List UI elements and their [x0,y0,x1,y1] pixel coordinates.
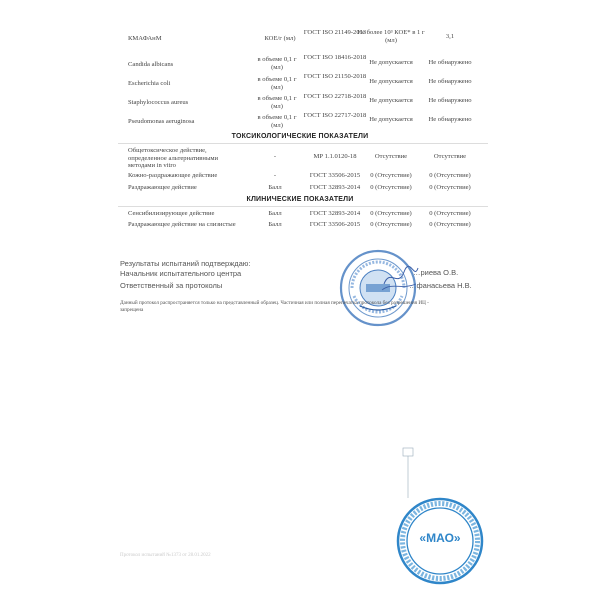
row-norm: Не допускается [369,78,413,85]
resp-title: Ответственный за протоколы [120,281,223,290]
row-result: Не обнаружено [428,116,472,123]
row-result: 0 (Отсутствие) [429,172,471,179]
row-norm: Не более 10³ КОЕ* в 1 г (мл) [357,29,425,44]
row-result: 0 (Отсутствие) [429,210,471,217]
confirm-text: Результаты испытаний подтверждаю: [120,259,251,268]
tox-section-title: ТОКСИКОЛОГИЧЕСКИЕ ПОКАЗАТЕЛИ [231,133,369,140]
row-norm: Не допускается [369,116,413,123]
row-method: ГОСТ ISO 21149-2013 [303,29,367,36]
row-name: Кожно-раздражающее действие [128,172,218,179]
row-method: ГОСТ 32893-2014 [309,184,361,191]
stamp-text: «МАО» [419,531,461,545]
row-unit: КОЕ/г (мл) [264,35,296,42]
row-name: Candida albicans [128,61,174,68]
clin-section-title: КЛИНИЧЕСКИЕ ПОКАЗАТЕЛИ [246,196,354,203]
row-norm: Отсутствие [374,153,408,160]
row-norm: Не допускается [369,97,413,104]
row-method: ГОСТ ISO 22718-2018 [303,93,367,100]
row-unit: в объеме 0,1 г (мл) [257,76,297,91]
signature-scribble-icon [380,262,420,292]
row-unit: в объеме 0,1 г (мл) [257,95,297,110]
row-norm: 0 (Отсутствие) [370,172,412,179]
divider [118,143,488,144]
row-method: ГОСТ ISO 18416-2018 [303,54,367,61]
head-title: Начальник испытательного центра [120,269,242,278]
row-unit: Балл [268,221,282,228]
row-name: Pseudomonas aeruginosa [128,118,195,125]
row-unit: Балл [268,184,282,191]
row-result: 3,1 [445,33,455,40]
row-method: ГОСТ ISO 22717-2018 [303,112,367,119]
row-unit: в объеме 0,1 г (мл) [257,56,297,71]
head-name: …риева О.В. [413,268,459,277]
row-name: Staphylococcus aureus [128,99,189,106]
row-unit: - [273,153,277,160]
row-result: Не обнаружено [428,97,472,104]
row-name: Сенсибилизирующее действие [128,210,215,217]
row-result: Отсутствие [433,153,467,160]
row-name: Раздражающее действие [128,184,197,191]
row-norm: Не допускается [369,59,413,66]
faint-footer: Протокол испытаний №1373 от 28.01.2022 [120,553,211,558]
row-result: 0 (Отсутствие) [429,184,471,191]
row-unit: в объеме 0,1 г (мл) [257,114,297,129]
row-method: МР 1.1.0120-18 [313,153,357,160]
row-method: ГОСТ 33506-2015 [309,172,361,179]
row-result: Не обнаружено [428,59,472,66]
divider [118,206,488,207]
row-name: Раздражающее действие на слизистые [128,221,236,228]
row-norm: 0 (Отсутствие) [370,221,412,228]
row-method: ГОСТ 33506-2015 [309,221,361,228]
resp-name: …фанасьева Н.В. [409,281,472,290]
row-name: Escherichia coli [128,80,171,87]
row-norm: 0 (Отсутствие) [370,184,412,191]
row-result: Не обнаружено [428,78,472,85]
disclaimer-note: Данный протокол распространяется только на представленный образец. Частичная или полная перепечатка протокола без разрешения ИЦ - запрещена [120,300,429,313]
row-name: Общетоксическое действие, определенное альтернативными методами in vitro [128,147,219,170]
row-norm: 0 (Отсутствие) [370,210,412,217]
row-method: ГОСТ 32893-2014 [309,210,361,217]
row-method: ГОСТ ISO 21150-2018 [303,73,367,80]
row-result: 0 (Отсутствие) [429,221,471,228]
row-name: КМАФАнМ [128,35,162,42]
row-unit: - [273,172,277,179]
row-unit: Балл [268,210,282,217]
